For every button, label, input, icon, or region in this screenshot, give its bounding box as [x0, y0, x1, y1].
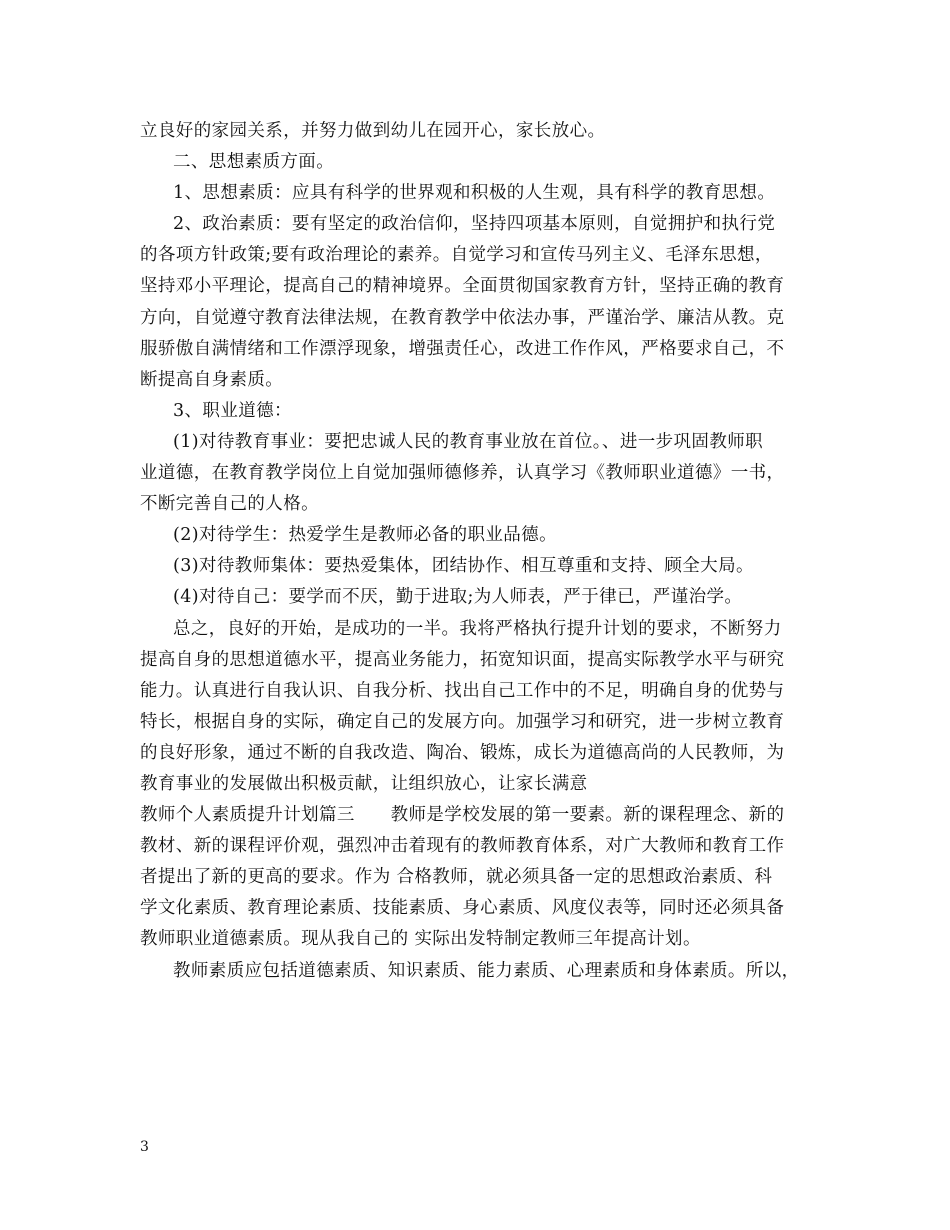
text-line: 业道德，在教育教学岗位上自觉加强师德修养，认真学习《教师职业道德》一书， [140, 463, 785, 484]
text-line: 坚持邓小平理论，提高自己的精神境界。全面贯彻国家教育方针，坚持正确的教育 [140, 276, 785, 297]
document-body [140, 116, 840, 987]
text-line: 2、政治素质：要有坚定的政治信仰，坚持四项基本原则，自觉拥护和执行党 [173, 214, 776, 235]
text-line: (1)对待教育事业：要把忠诚人民的教育事业放在首位。、进一步巩固教师职 [173, 431, 764, 452]
text-line: (4)对待自己：要学而不厌，勤于进取;为人师表，严于律已，严谨治学。 [173, 587, 743, 608]
text-line: 断提高自身素质。 [140, 369, 284, 390]
text-line: 教育事业的发展做出积极贡献，让组织放心，让家长满意 [140, 773, 588, 794]
text-line: 者提出了新的更高的要求。作为 合格教师，就必须具备一定的思想政治素质、科 [140, 867, 773, 888]
text-line: (3)对待教师集体：要热爱集体，团结协作、相互尊重和支持、顾全大局。 [173, 556, 754, 577]
text-line: 教材、新的课程评价观，强烈冲击着现有的教师教育体系，对广大教师和教育工作 [140, 836, 785, 857]
text-line: 方向，自觉遵守教育法律法规，在教育教学中依法办事，严谨治学、廉洁从教。克 [140, 307, 785, 328]
section-title-line: 教师个人素质提升计划篇三 教师是学校发展的第一要素。新的课程理念、新的 [140, 805, 785, 826]
text-line: 立良好的家园关系，并努力做到幼儿在园开心，家长放心。 [140, 121, 606, 141]
text-line: 服骄傲自满情绪和工作漂浮现象，增强责任心，改进工作作风，严格要求自己，不 [140, 338, 785, 359]
page-number: 3 [140, 1139, 149, 1155]
text-line: 能力。认真进行自我认识、自我分析、找出自己工作中的不足，明确自身的优势与 [140, 680, 785, 701]
text-line: 的各项方针政策;要有政治理论的素养。自觉学习和宣传马列主义、毛泽东思想， [140, 245, 773, 266]
text-line: (2)对待学生：热爱学生是教师必备的职业品德。 [173, 525, 557, 546]
text-line: 不断完善自己的人格。 [140, 494, 319, 515]
text-line: 学文化素质、教育理论素质、技能素质、身心素质、风度仪表等，同时还必须具备 [140, 898, 785, 919]
text-line: 特长，根据自身的实际，确定自己的发展方向。加强学习和研究，进一步树立教育 [140, 711, 785, 732]
section-heading: 二、思想素质方面。 [173, 152, 335, 173]
text-line: 教师素质应包括道德素质、知识素质、能力素质、心理素质和身体素质。所以， [173, 960, 800, 981]
text-line: 提高自身的思想道德水平，提高业务能力，拓宽知识面，提高实际教学水平与研究 [140, 649, 785, 670]
text-line: 总之，良好的开始，是成功的一半。我将严格执行提升计划的要求，不断努力 [173, 618, 782, 639]
text-line: 3、职业道德： [173, 400, 292, 421]
text-line: 教师职业道德素质。现从我自己的 实际出发特制定教师三年提高计划。 [140, 929, 701, 950]
text-line: 1、思想素质：应具有科学的世界观和积极的人生观，具有科学的教育思想。 [173, 183, 776, 204]
text-line: 的良好形象，通过不断的自我改造、陶冶、锻炼，成长为道德高尚的人民教师，为 [140, 742, 785, 763]
